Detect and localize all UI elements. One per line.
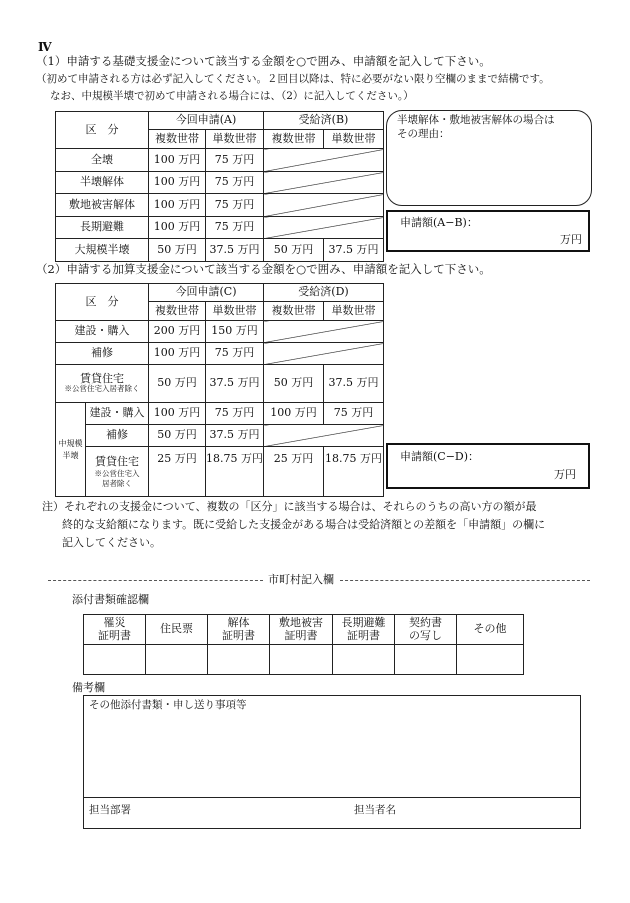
row-label: 建設・購入 [56,321,149,343]
note-line-1: 注）それぞれの支援金について、複数の「区分」に該当する場合は、それらのうちの高い方の額が最 [42,500,537,513]
amount-unit: 万円 [554,468,576,481]
header-current: 今回申請(A) [149,112,264,130]
amount-cell[interactable]: 25 万円 [264,447,324,497]
attachments-heading: 添付書類確認欄 [72,593,149,606]
remarks-heading: 備考欄 [72,681,105,694]
attachment-header: 罹災 証明書 [84,615,146,645]
amount-cell[interactable]: 100 万円 [149,403,206,425]
row-label: 建設・購入 [86,403,149,425]
attachment-header: その他 [457,615,524,645]
mid-scale-label-1: 中規模 [58,438,83,448]
remarks-label: その他添付書類・申し送り事項等 [89,699,247,711]
hatched-cell [264,172,384,194]
attachment-check-cell[interactable] [84,645,146,675]
sub-single: 単数世帯 [206,302,264,321]
part2-heading: （2）申請する加算支援金について該当する金額を○で囲み、申請額を記入して下さい。 [36,262,491,276]
hatched-cell [264,321,384,343]
sub-single: 単数世帯 [324,302,384,321]
attachment-header: 住民票 [146,615,208,645]
amount-label: 申請額(C−D)： [400,450,480,463]
hatched-cell [264,149,384,172]
section-mark: Ⅳ [38,40,52,54]
note-line-2: 終的な支給額になります。既に受給した支援金がある場合は受給済額との差額を「申請額」の欄に [62,518,546,531]
sub-single: 単数世帯 [324,130,384,149]
amount-cell[interactable]: 100 万円 [149,172,206,194]
amount-cell[interactable]: 50 万円 [264,365,324,403]
amount-cell[interactable]: 75 万円 [206,149,264,172]
sub-multi: 複数世帯 [149,302,206,321]
reason-label: 半壊解体・敷地被害解体の場合は [397,114,555,126]
header-current: 今回申請(C) [149,284,264,302]
amount-cell[interactable]: 37.5 万円 [324,239,384,262]
sub-multi: 複数世帯 [264,130,324,149]
amount-cell[interactable]: 37.5 万円 [206,239,264,262]
attachment-header: 契約書 の写し [395,615,457,645]
basic-support-table [55,111,384,262]
header-received: 受給済(B) [264,112,384,130]
row-label-rent [56,365,149,403]
sub-single: 単数世帯 [206,130,264,149]
header-received: 受給済(D) [264,284,384,302]
amount-cell[interactable]: 25 万円 [149,447,206,497]
hatched-cell [264,425,384,447]
header-kubun: 区 分 [56,284,149,321]
hatched-cell [264,217,384,239]
amount-cell[interactable]: 100 万円 [149,343,206,365]
mid-rent-sub-2: 居者除く [102,478,132,488]
person-label: 担当者名 [354,804,396,816]
attachment-check-cell[interactable] [395,645,457,675]
amount-cell[interactable]: 100 万円 [149,149,206,172]
amount-cell[interactable]: 200 万円 [149,321,206,343]
part1-note1: （初めて申請される方は必ず記入してください。２回目以降は、特に必要がない限り空欄のままで結構です。 [36,73,550,85]
mid-scale-label [56,403,86,497]
hatched-cell [264,343,384,365]
row-label: 大規模半壊 [56,239,149,262]
row-label-mid-rent [86,447,149,497]
amount-cell[interactable]: 100 万円 [264,403,324,425]
amount-cell[interactable]: 50 万円 [149,425,206,447]
part1-heading: （1）申請する基礎支援金について該当する金額を○で囲み、申請額を記入して下さい。 [36,54,491,68]
attachment-header: 長期避難 証明書 [333,615,395,645]
remarks-box[interactable] [83,695,581,829]
note-line-3: 記入してください。 [62,536,161,549]
hatched-cell [264,194,384,217]
sub-multi: 複数世帯 [264,302,324,321]
attachment-check-cell[interactable] [457,645,524,675]
amount-cell[interactable]: 18.75 万円 [324,447,384,497]
attachment-check-cell[interactable] [146,645,208,675]
header-kubun: 区 分 [56,112,149,149]
divider-line-left [48,580,263,581]
reason-label-2: その理由： [397,128,450,140]
amount-cell[interactable]: 100 万円 [149,194,206,217]
row-label: 全壊 [56,149,149,172]
amount-cell[interactable]: 100 万円 [149,217,206,239]
dept-label: 担当部署 [89,804,131,816]
amount-cell[interactable]: 37.5 万円 [324,365,384,403]
amount-cell[interactable]: 50 万円 [149,239,206,262]
remarks-divider [84,797,580,798]
attachments-table [83,614,524,675]
attachment-check-cell[interactable] [333,645,395,675]
reason-box[interactable] [386,110,592,206]
municipal-divider-label: 市町村記入欄 [268,573,334,586]
attachment-header: 敷地被害 証明書 [270,615,333,645]
additional-support-table [55,283,384,497]
row-label: 敷地被害解体 [56,194,149,217]
row-label: 補修 [56,343,149,365]
amount-cell[interactable]: 75 万円 [206,217,264,239]
part1-note2: なお、中規模半壊で初めて申請される場合には、（2）に記入してください。） [50,90,414,102]
sub-multi: 複数世帯 [149,130,206,149]
amount-cell[interactable]: 150 万円 [206,321,264,343]
mid-scale-label-2: 半壊 [62,450,79,460]
amount-cell[interactable]: 75 万円 [324,403,384,425]
mid-rent-sub-1: ※公営住宅入 [94,468,140,478]
attachment-check-cell[interactable] [208,645,270,675]
amount-cell[interactable]: 75 万円 [206,343,264,365]
rent-label: 賃貸住宅 [80,372,124,386]
amount-unit: 万円 [560,233,582,246]
divider-line-right [340,580,590,581]
row-label: 長期避難 [56,217,149,239]
amount-box-cd[interactable] [386,443,590,489]
amount-cell[interactable]: 37.5 万円 [206,365,264,403]
row-label: 半壊解体 [56,172,149,194]
amount-label: 申請額(A−B)： [400,216,478,229]
amount-box-ab[interactable] [386,210,590,252]
attachment-check-cell[interactable] [270,645,333,675]
amount-cell[interactable]: 50 万円 [149,365,206,403]
amount-cell[interactable]: 18.75 万円 [206,447,264,497]
amount-cell[interactable]: 75 万円 [206,172,264,194]
amount-cell[interactable]: 75 万円 [206,194,264,217]
amount-cell[interactable]: 50 万円 [264,239,324,262]
mid-rent-label: 賃貸住宅 [95,454,139,468]
amount-cell[interactable]: 75 万円 [206,403,264,425]
attachment-header: 解体 証明書 [208,615,270,645]
amount-cell[interactable]: 37.5 万円 [206,425,264,447]
rent-sub-label: ※公営住宅入居者除く [64,384,140,394]
row-label: 補修 [86,425,149,447]
